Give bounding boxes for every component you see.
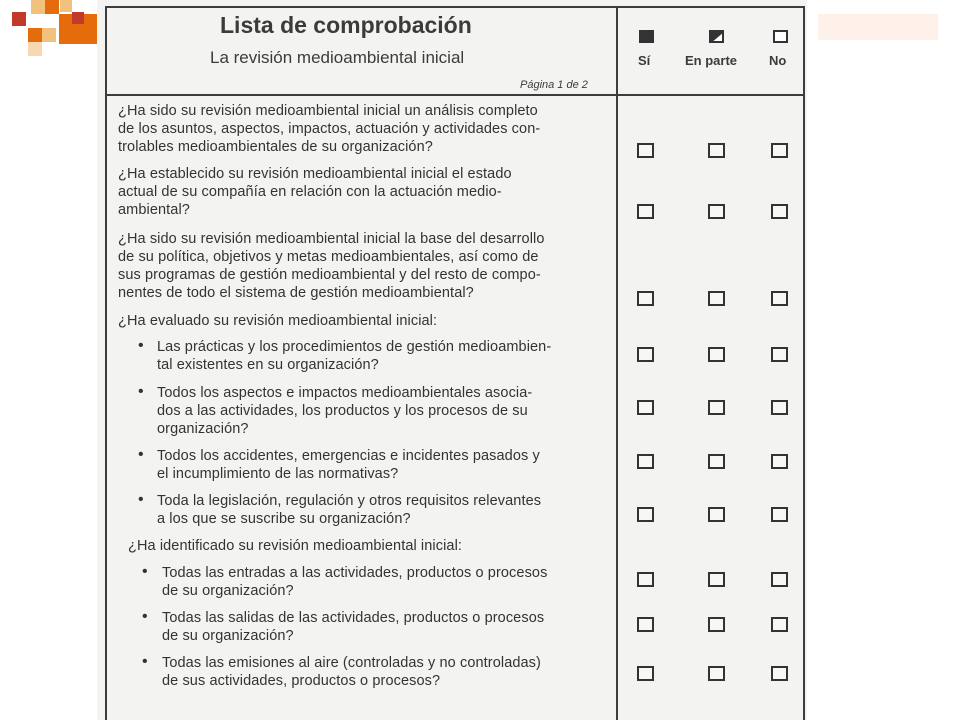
decor-square bbox=[72, 12, 84, 24]
checkbox-en-parte[interactable] bbox=[708, 204, 725, 219]
checkbox-si[interactable] bbox=[637, 291, 654, 306]
bullet-icon: • bbox=[138, 446, 144, 463]
page-number: Página 1 de 2 bbox=[520, 79, 588, 91]
checkbox-en-parte[interactable] bbox=[708, 143, 725, 158]
checkbox-si[interactable] bbox=[637, 400, 654, 415]
checkbox-no[interactable] bbox=[771, 347, 788, 362]
checkbox-en-parte[interactable] bbox=[708, 666, 725, 681]
decor-square bbox=[28, 42, 42, 56]
decor-square bbox=[12, 12, 26, 26]
question-text: Todas las emisiones al aire (controladas y no controladas) de sus actividades, productos o procesos? bbox=[162, 655, 541, 689]
checkbox-no[interactable] bbox=[771, 400, 788, 415]
bullet-icon: • bbox=[142, 608, 148, 625]
checkbox-no[interactable] bbox=[771, 617, 788, 632]
question-text: Todas las entradas a las actividades, productos o procesos de su organización? bbox=[162, 565, 548, 599]
question-text: ¿Ha sido su revisión medioambiental inicial un análisis completo de los asuntos, aspectos, impactos, actuación y actividades con- trolables medioambientales de su organización? bbox=[118, 103, 541, 155]
checkbox-si[interactable] bbox=[637, 572, 654, 587]
checkbox-no[interactable] bbox=[771, 143, 788, 158]
question-text: Todos los accidentes, emergencias e incidentes pasados y el incumplimiento de las normativas? bbox=[157, 448, 540, 482]
decor-square bbox=[45, 0, 59, 14]
question-text: ¿Ha evaluado su revisión medioambiental inicial: bbox=[118, 313, 438, 329]
decor-square bbox=[28, 28, 42, 42]
column-header-en-parte: En parte bbox=[685, 53, 738, 68]
column-header-no: No bbox=[769, 53, 787, 68]
checkbox-en-parte[interactable] bbox=[708, 291, 725, 306]
checkbox-no[interactable] bbox=[771, 572, 788, 587]
checkbox-en-parte[interactable] bbox=[708, 507, 725, 522]
bullet-icon: • bbox=[142, 653, 148, 670]
checkbox-no[interactable] bbox=[771, 454, 788, 469]
checkbox-en-parte[interactable] bbox=[708, 347, 725, 362]
question-text: ¿Ha identificado su revisión medioambiental inicial: bbox=[128, 538, 463, 554]
column-divider bbox=[616, 6, 618, 720]
checkbox-si[interactable] bbox=[637, 507, 654, 522]
checkbox-si[interactable] bbox=[637, 143, 654, 158]
checkbox-no[interactable] bbox=[771, 291, 788, 306]
checkbox-si[interactable] bbox=[637, 666, 654, 681]
checkbox-no[interactable] bbox=[771, 507, 788, 522]
question-text: Todos los aspectos e impactos medioambientales asocia- dos a las actividades, los productos y los procesos de su organización? bbox=[157, 385, 533, 437]
empty-square-icon bbox=[773, 30, 788, 43]
bullet-icon: • bbox=[138, 383, 144, 400]
decor-square bbox=[42, 28, 56, 42]
decor-ghost-strip bbox=[818, 14, 938, 40]
checkbox-en-parte[interactable] bbox=[708, 617, 725, 632]
checklist-title: Lista de comprobación bbox=[220, 12, 472, 38]
filled-square-icon bbox=[639, 30, 654, 43]
question-text: ¿Ha establecido su revisión medioambiental inicial el estado actual de su compañía en relación con la actuación medio- ambiental? bbox=[118, 166, 512, 218]
decor-square bbox=[60, 0, 72, 12]
decor-square bbox=[31, 0, 45, 14]
checkbox-no[interactable] bbox=[771, 666, 788, 681]
question-text: Toda la legislación, regulación y otros requisitos relevantes a los que se suscribe su organización? bbox=[157, 493, 542, 527]
bullet-icon: • bbox=[142, 563, 148, 580]
checkbox-en-parte[interactable] bbox=[708, 572, 725, 587]
bullet-icon: • bbox=[138, 491, 144, 508]
question-text: ¿Ha sido su revisión medioambiental inicial la base del desarrollo de su política, objetivos y metas medioambientales, así como de sus programas de gestión medioambiental y del resto de compo- nentes de todo el sistema de gestión medioambiental? bbox=[118, 231, 545, 301]
half-filled-square-icon bbox=[709, 30, 724, 43]
checkbox-si[interactable] bbox=[637, 204, 654, 219]
column-header-si: Sí bbox=[638, 53, 651, 68]
checklist-subtitle: La revisión medioambiental inicial bbox=[210, 48, 465, 67]
question-text: Todas las salidas de las actividades, productos o procesos de su organización? bbox=[162, 610, 545, 644]
checkbox-no[interactable] bbox=[771, 204, 788, 219]
question-text: Las prácticas y los procedimientos de gestión medioambien- tal existentes en su organización? bbox=[157, 339, 552, 373]
checkbox-en-parte[interactable] bbox=[708, 454, 725, 469]
bullet-icon: • bbox=[138, 337, 144, 354]
checkbox-si[interactable] bbox=[637, 347, 654, 362]
header-divider bbox=[105, 94, 805, 96]
checkbox-en-parte[interactable] bbox=[708, 400, 725, 415]
checkbox-si[interactable] bbox=[637, 454, 654, 469]
checkbox-si[interactable] bbox=[637, 617, 654, 632]
